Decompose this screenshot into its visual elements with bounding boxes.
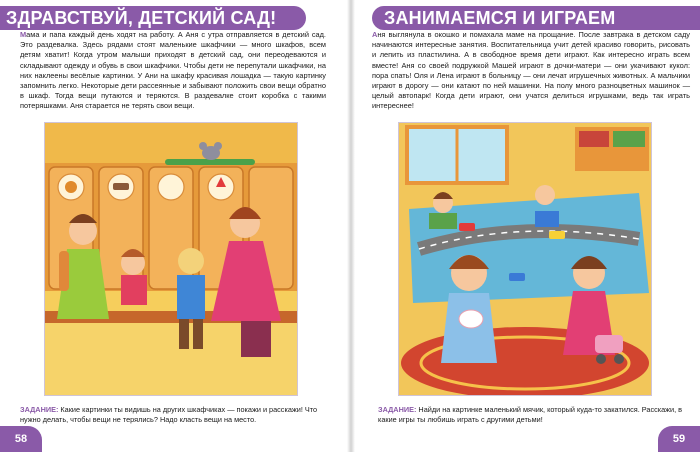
illustration-playroom (398, 122, 652, 396)
page-title-left: ЗДРАВСТВУЙ, ДЕТСКИЙ САД! (0, 6, 306, 30)
page-number-right: 59 (658, 426, 700, 452)
dropcap-right: А (372, 30, 378, 39)
task-text-left: Какие картинки ты видишь на других шкафчиках — покажи и расскажи! Что нужно делать, чтобы вещи не терялись? Надо класть вещи на место. (20, 405, 318, 424)
body-text-left (20, 30, 326, 112)
body-text-right (372, 30, 690, 112)
cloakroom-scene (45, 123, 297, 395)
task-text-right: Найди на картинке маленький мячик, который куда-то закатился. Расскажи, в какие игры ты любишь играть с другими детьми! (378, 405, 683, 424)
page-number-left: 58 (0, 426, 42, 452)
playroom-scene (399, 123, 651, 395)
task-label-left: ЗАДАНИЕ: (20, 405, 59, 414)
task-label-right: ЗАДАНИЕ: (378, 405, 417, 414)
story-right: ня выглянула в окошко и помахала маме на прощание. После завтрака в детском саду начинаются интересные занятия. Воспитательница учит детей красиво говорить, рисовать и лепить из пластилина. А в свободное время дети играют. Как интересно играть всем вместе! Аня со своей подружкой Машей играют в дочки-матери — они укачивают кукол: пора спать! Оля и Лена играют в больницу — они лечат игрушечных животных. А мальчики играют в дорогу — они катают по ней машинки. На полу много разноцветных машинок — целый автопарк! Когда дети играют, они учатся делиться игрушками, ведь так играть интереснее! (372, 30, 690, 111)
page-right (354, 0, 700, 452)
page-left (0, 0, 348, 452)
task-right (378, 405, 690, 425)
task-left (20, 405, 326, 425)
page-title-right: ЗАНИМАЕМСЯ И ИГРАЕМ (372, 6, 700, 30)
story-left: ама и папа каждый день ходят на работу. А Аня с утра отправляется в детский сад. Это раздевалка. Здесь рядами стоят маленькие шкафчики — много шкафов, всем детям хватит! Когда утром малыши приходят в детский сад, они переодеваются и складывают одежду и обувь в свои шкафчики. Чтобы дети не перепутали шкафчики, на них наклеены весёлые картинки. У Ани на шкафу красивая лошадка — такую картинку запомнить легко. Некоторые дети рассеянные и забывают положить свои вещи обратно в шкаф. Тогда вещи путаются и теряются. В раздевалке стоит коробка с такими потеряшками. Аня старается не терять свои вещи. (20, 30, 326, 111)
illustration-cloakroom (44, 122, 298, 396)
dropcap-left: М (20, 30, 27, 39)
